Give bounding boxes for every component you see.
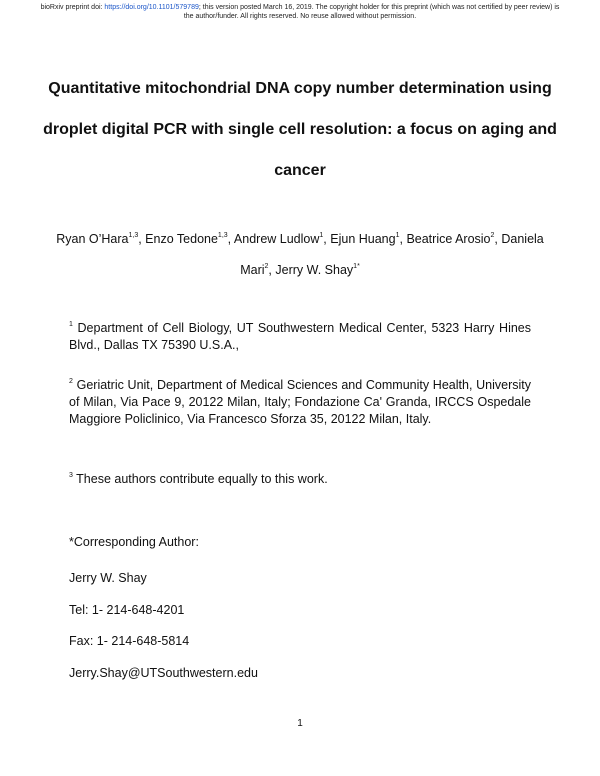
equal-contribution-note: $^3$ These authors contribute equally to this work. (69, 471, 328, 486)
author: Jerry W. Shay$^{1*}$ (275, 262, 360, 277)
author: Ejun Huang$^1$, (330, 231, 407, 246)
paper-title: Quantitative mitochondrial DNA copy number determination using droplet digital PCR with single cell resolution: a focus on aging and cancer (43, 80, 557, 179)
author: Daniela Mari$^2$, (240, 232, 544, 277)
page-number: 1 (297, 718, 303, 729)
affiliation-2: $^2$ Geriatric Unit, Department of Medical Sciences and Community Health, University of Milan, Via Pace 9, 20122 Milan, Italy; Fondazione Ca' Granda, IRCCS Ospedale Maggiore Policlinico, Via Francesco Sforza 35, 20122 Milan, Italy. (69, 377, 531, 426)
email-address[interactable]: Jerry.Shay@UTSouthwestern.edu (69, 666, 258, 680)
notice-prefix: bioRxiv preprint doi: (40, 4, 105, 11)
corresponding-author-name: Jerry W. Shay (69, 571, 147, 585)
preprint-notice (40, 3, 560, 21)
phone-number: Tel: 1- 214-648-4201 (69, 603, 185, 617)
author: Ryan O’Hara$^{1,3}$, (56, 231, 146, 246)
doi-link[interactable]: https://doi.org/10.1101/579789 (104, 4, 199, 11)
affiliation-1: $^1$ Department of Cell Biology, UT Southwestern Medical Center, 5323 Harry Hines Blvd., Dallas TX 75390 U.S.A., (69, 320, 531, 352)
author-list (40, 224, 560, 286)
author: Beatrice Arosio$^2$, (406, 231, 502, 246)
corresponding-author-heading: *Corresponding Author: (69, 535, 199, 549)
notice-text: ; this version posted March 16, 2019. The copyright holder for this preprint (which was not certified by peer review) is the author/funder. All rights reserved. No reuse allowed without permission. (183, 4, 560, 20)
author: Enzo Tedone$^{1,3}$, (145, 231, 234, 246)
author: Andrew Ludlow$^1$, (233, 231, 331, 246)
fax-number: Fax: 1- 214-648-5814 (69, 634, 190, 648)
